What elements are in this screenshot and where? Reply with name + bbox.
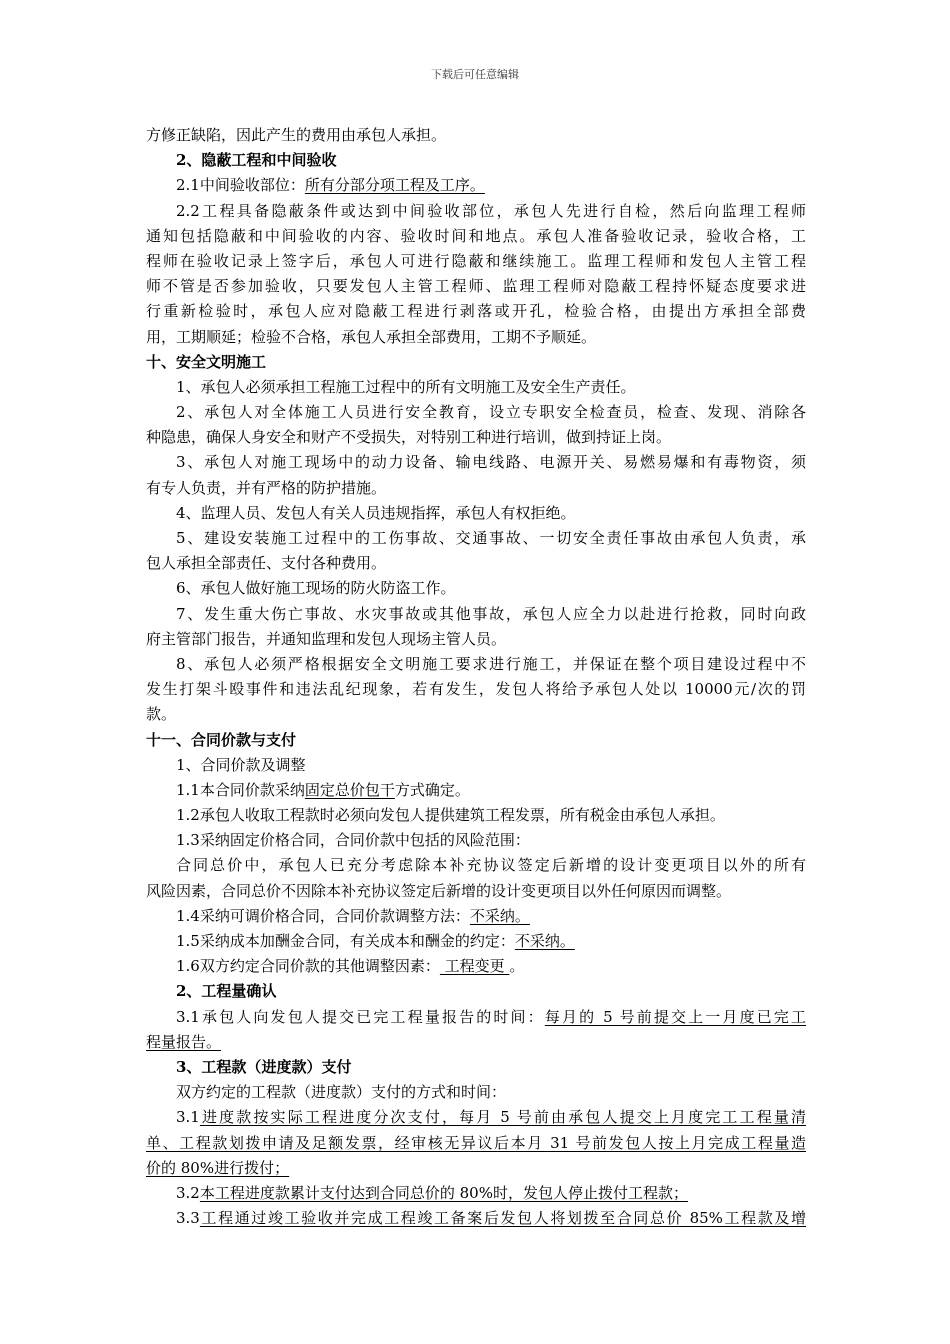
text-line — [146, 652, 806, 677]
text-span: 4、监理人员、发包人有关人员违规指挥，承包人有权拒绝。 — [176, 503, 576, 522]
text-span: 发生打架斗殴事件和违法乱纪现象，若有发生，发包人将给予承包人处以 10000元/次的罚 — [146, 680, 806, 699]
text-span: 5、建设安装施工过程中的工伤事故、交通事故、一切安全责任事故由承包人负责，承 — [176, 529, 806, 547]
text-span: 方修正缺陷，因此产生的费用由承包人承担。 — [146, 126, 447, 144]
text-span: 程师在验收记录上签字后，承包人可进行隐蔽和继续施工。监理工程师和发包人主管工程 — [146, 251, 806, 270]
text-line — [146, 904, 806, 929]
text-line — [146, 1080, 806, 1105]
text-line — [146, 123, 806, 148]
text-line — [146, 1005, 806, 1030]
text-line — [146, 450, 806, 475]
text-span: 通知包括隐蔽和中间验收的内容、验收时间和地点。承包人准备验收记录，验收合格，工 — [146, 226, 806, 245]
underlined-text: 不采纳。 — [469, 906, 530, 925]
text-span: 有专人负责，并有严格的防护措施。 — [146, 478, 387, 497]
text-span: 十、安全文明施工 — [146, 352, 267, 371]
text-span: 1.5采纳成本加酬金合同，有关成本和酬金的约定： — [176, 932, 515, 950]
text-line — [146, 803, 806, 828]
text-line — [146, 551, 806, 576]
underlined-text: 单、工程款划拨申请及足额发票，经审核无异议后本月 31 号前发包人按上月完成工程量造 — [146, 1133, 806, 1152]
section-heading — [146, 1055, 806, 1080]
text-line — [146, 1131, 806, 1156]
text-span: 3.1 — [176, 1108, 200, 1127]
text-line — [146, 425, 806, 450]
text-span: 1.2承包人收取工程款时必须向发包人提供建筑工程发票，所有税金由承包人承担。 — [176, 806, 725, 825]
text-span: 用，工期顺延；检验不合格，承包人承担全部费用，工期不予顺延。 — [146, 327, 597, 346]
text-line — [146, 173, 806, 198]
text-line — [146, 249, 806, 274]
underlined-text: 进度款按实际工程进度分次支付，每月 5 号前由承包人提交上月度完工工程量清 — [199, 1108, 806, 1127]
text-line — [146, 627, 806, 652]
text-span: 1.3采纳固定价格合同，合同价款中包括的风险范围： — [176, 831, 530, 850]
text-span: 款。 — [146, 705, 177, 724]
section-heading — [146, 728, 806, 753]
text-line — [146, 828, 806, 853]
text-span: 3、承包人对施工现场中的动力设备、输电线路、电源开关、易燃易爆和有毒物资，须 — [176, 453, 806, 472]
text-span: 包人承担全部责任、支付各种费用。 — [146, 554, 387, 573]
text-span: 1.4采纳可调价格合同，合同价款调整方法： — [176, 906, 470, 925]
underlined-text: 工程变更 — [439, 957, 510, 976]
text-span: 3.3 — [176, 1209, 200, 1228]
underlined-text: 每月的 5 号前提交上一月度已完工 — [544, 1007, 806, 1026]
text-line — [146, 702, 806, 727]
text-line — [146, 501, 806, 526]
text-span: 1.1本合同价款采纳 — [176, 780, 305, 799]
text-span: 1、合同价款及调整 — [176, 755, 306, 774]
underlined-text: 程量报告。 — [146, 1032, 222, 1051]
text-line — [146, 954, 806, 979]
text-line — [146, 1181, 806, 1206]
document-body — [146, 123, 806, 1231]
text-line — [146, 677, 806, 702]
underlined-text: 本工程进度款累计支付达到合同总价的 80%时，发包人停止拨付工程款； — [199, 1183, 688, 1202]
underlined-text: 不采纳。 — [514, 932, 575, 950]
text-span: 风险因素，合同总价不因除本补充协议签定后新增的设计变更项目以外任何原因而调整。 — [146, 881, 732, 900]
text-line — [146, 325, 806, 350]
text-line — [146, 1156, 806, 1181]
text-line — [146, 1206, 806, 1231]
text-span: 2、工程量确认 — [176, 982, 277, 1001]
section-heading — [146, 350, 806, 375]
text-span: 3、工程款（进度款）支付 — [176, 1057, 352, 1076]
text-span: 1、承包人必须承担工程施工过程中的所有文明施工及安全生产责任。 — [176, 377, 636, 396]
text-span: 行重新检验时，承包人应对隐蔽工程进行剥落或开孔，检验合格，由提出方承担全部费 — [146, 302, 806, 321]
underlined-text: 所有分部分项工程及工序。 — [304, 176, 485, 195]
text-span: 7、发生重大伤亡事故、水灾事故或其他事故，承包人应全力以赴进行抢救，同时向政 — [176, 604, 806, 623]
text-span: 8、承包人必须严格根据安全文明施工要求进行施工，并保证在整个项目建设过程中不 — [176, 654, 806, 673]
section-heading — [146, 148, 806, 173]
text-line — [146, 1105, 806, 1130]
section-heading — [146, 979, 806, 1004]
text-line — [146, 778, 806, 803]
text-span: 种隐患，确保人身安全和财产不受损失，对特别工种进行培训，做到持证上岗。 — [146, 428, 672, 447]
text-span: 双方约定的工程款（进度款）支付的方式和时间： — [176, 1083, 507, 1102]
text-line — [146, 199, 806, 224]
text-line — [146, 224, 806, 249]
text-span: 方式确定。 — [394, 780, 470, 799]
text-line — [146, 929, 806, 954]
text-span: 合同总价中，承包人已充分考虑除本补充协议签定后新增的设计变更项目以外的所有 — [176, 856, 806, 875]
underlined-text: 固定总价包干 — [304, 780, 395, 799]
text-span: 。 — [509, 957, 525, 976]
text-line — [146, 526, 806, 551]
text-line — [146, 879, 806, 904]
text-line — [146, 274, 806, 299]
text-span: 师不管是否参加验收，只要发包人主管工程师、监理工程师对隐蔽工程持怀疑态度要求进 — [146, 277, 806, 296]
text-line — [146, 1030, 806, 1055]
text-span: 2.1中间验收部位： — [176, 176, 305, 195]
text-span: 2、承包人对全体施工人员进行安全教育，设立专职安全检查员，检查、发现、消除各 — [176, 403, 806, 422]
text-span: 2.2工程具备隐蔽条件或达到中间验收部位，承包人先进行自检，然后向监理工程师 — [176, 201, 806, 220]
text-line — [146, 400, 806, 425]
text-span: 6、承包人做好施工现场的防火防盗工作。 — [176, 579, 456, 598]
text-line — [146, 753, 806, 778]
text-span: 3.1承包人向发包人提交已完工程量报告的时间： — [176, 1007, 545, 1026]
text-span: 十一、合同价款与支付 — [146, 730, 297, 749]
text-line — [146, 853, 806, 878]
text-span: 府主管部门报告，并通知监理和发包人现场主管人员。 — [146, 629, 507, 648]
text-line — [146, 576, 806, 601]
page-header: 下载后可任意编辑 — [431, 68, 519, 81]
text-span: 2、隐蔽工程和中间验收 — [176, 151, 337, 170]
text-line — [146, 602, 806, 627]
text-line — [146, 476, 806, 501]
underlined-text: 价的 80%进行拨付； — [146, 1158, 290, 1177]
underlined-text: 工程通过竣工验收并完成工程竣工备案后发包人将划拨至合同总价 85%工程款及增 — [199, 1209, 806, 1228]
text-line — [146, 299, 806, 324]
text-span: 3.2 — [176, 1183, 200, 1202]
text-span: 1.6双方约定合同价款的其他调整因素： — [176, 957, 440, 976]
text-line — [146, 375, 806, 400]
